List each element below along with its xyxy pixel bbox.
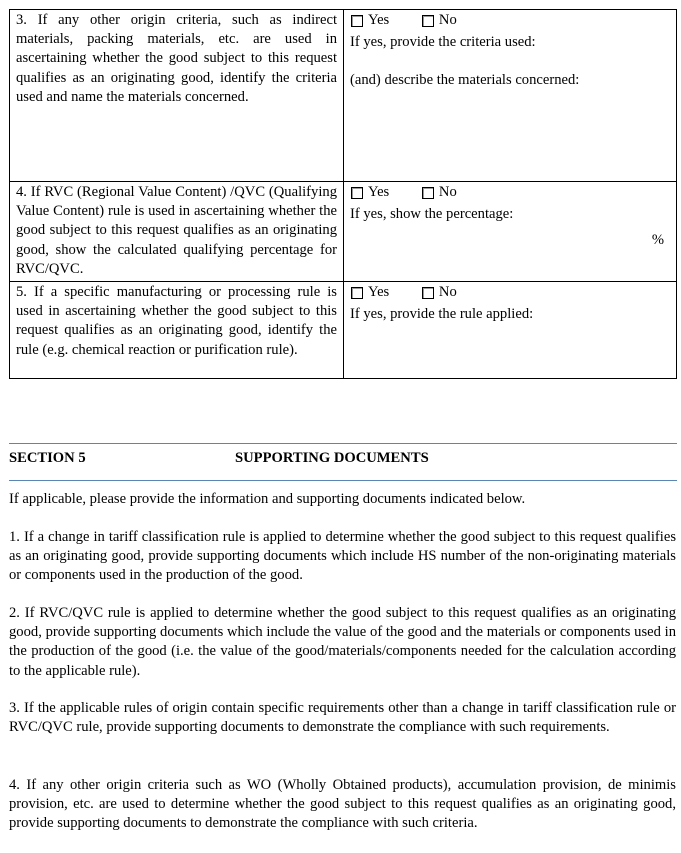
checkbox-icon	[351, 187, 363, 199]
rule-applied-prompt: If yes, provide the rule applied:	[350, 305, 534, 322]
question-cell	[10, 282, 344, 379]
criteria-row-4	[10, 182, 677, 282]
yes-no-options	[350, 183, 670, 205]
yes-checkbox[interactable]	[350, 183, 389, 202]
answer-cell	[344, 10, 677, 182]
supporting-item-1: 1. If a change in tariff classification rule is applied to determine whether the good subject to this request qualifies as an originating good, provide supporting documents which include HS number of the non-originating materials or components used in the production of the good.	[9, 529, 676, 584]
checkbox-icon	[422, 287, 434, 299]
no-label: No	[438, 12, 457, 28]
no-checkbox[interactable]	[421, 183, 457, 202]
checkbox-icon	[422, 187, 434, 199]
question-text: 3. If any other origin criteria, such as indirect materials, packing materials, etc. are used in ascertaining whether the good subject to this request qualifies as an originating good, identify the criteria used and name the materials concerned.	[16, 12, 337, 105]
checkbox-icon	[351, 287, 363, 299]
criteria-input-area[interactable]	[350, 52, 670, 71]
answer-cell	[344, 182, 677, 282]
no-label: No	[438, 284, 457, 301]
origin-criteria-table	[9, 9, 677, 379]
no-checkbox[interactable]	[421, 11, 457, 30]
materials-prompt: (and) describe the materials concerned:	[350, 72, 580, 88]
yes-checkbox[interactable]	[350, 11, 389, 30]
question-cell	[10, 182, 344, 282]
section-number: SECTION 5	[9, 450, 86, 466]
yes-label: Yes	[368, 284, 390, 301]
supporting-item-4: 4. If any other origin criteria such as WO (Wholly Obtained products), accumulation provision, de minimis provision, etc. are used to determine whether the good subject to this request qualifies as an originating good, provide supporting documents to demonstrate the compliance with such criteria.	[9, 777, 676, 832]
yes-no-options	[350, 11, 670, 33]
question-cell	[10, 10, 344, 182]
no-label: No	[438, 184, 457, 200]
yes-label: Yes	[368, 12, 390, 28]
question-text: 5. If a specific manufacturing or processing rule is used in ascertaining whether the good subject to this request qualifies as an originating good, identify the rule (e.g. chemical reaction or purification rule).	[16, 284, 337, 358]
percent-sign: %	[651, 232, 664, 248]
checkbox-icon	[351, 15, 363, 27]
criteria-row-3	[10, 10, 677, 182]
percentage-prompt: If yes, show the percentage:	[350, 205, 514, 222]
yes-label: Yes	[368, 184, 390, 200]
section-bottom-rule	[9, 480, 677, 481]
yes-checkbox[interactable]	[350, 283, 389, 302]
yes-no-options	[350, 283, 670, 305]
criteria-used-prompt: If yes, provide the criteria used:	[350, 33, 536, 50]
section-top-rule	[9, 443, 677, 444]
supporting-item-3: 3. If the applicable rules of origin contain specific requirements other than a change in tariff classification rule or RVC/QVC rule, provide supporting documents to demonstrate the compliance with such requirements.	[9, 700, 676, 736]
checkbox-icon	[422, 15, 434, 27]
no-checkbox[interactable]	[421, 283, 457, 302]
section-title: SUPPORTING DOCUMENTS	[235, 450, 429, 466]
criteria-row-5	[10, 282, 677, 379]
supporting-item-2: 2. If RVC/QVC rule is applied to determine whether the good subject to this request qualifies as an originating good, provide supporting documents which include the value of the good and the materials or components used in the production of the good (i.e. the value of the good/materials/components needed for the calculation according to the applicable rule).	[9, 605, 676, 679]
section-intro: If applicable, please provide the information and supporting documents indicated below.	[9, 491, 526, 507]
answer-cell	[344, 282, 677, 379]
question-text: 4. If RVC (Regional Value Content) /QVC (Qualifying Value Content) rule is used in ascertaining whether the good subject to this request qualifies as an originating good, show the calculated qualifying percentage for RVC/QVC.	[16, 184, 337, 277]
